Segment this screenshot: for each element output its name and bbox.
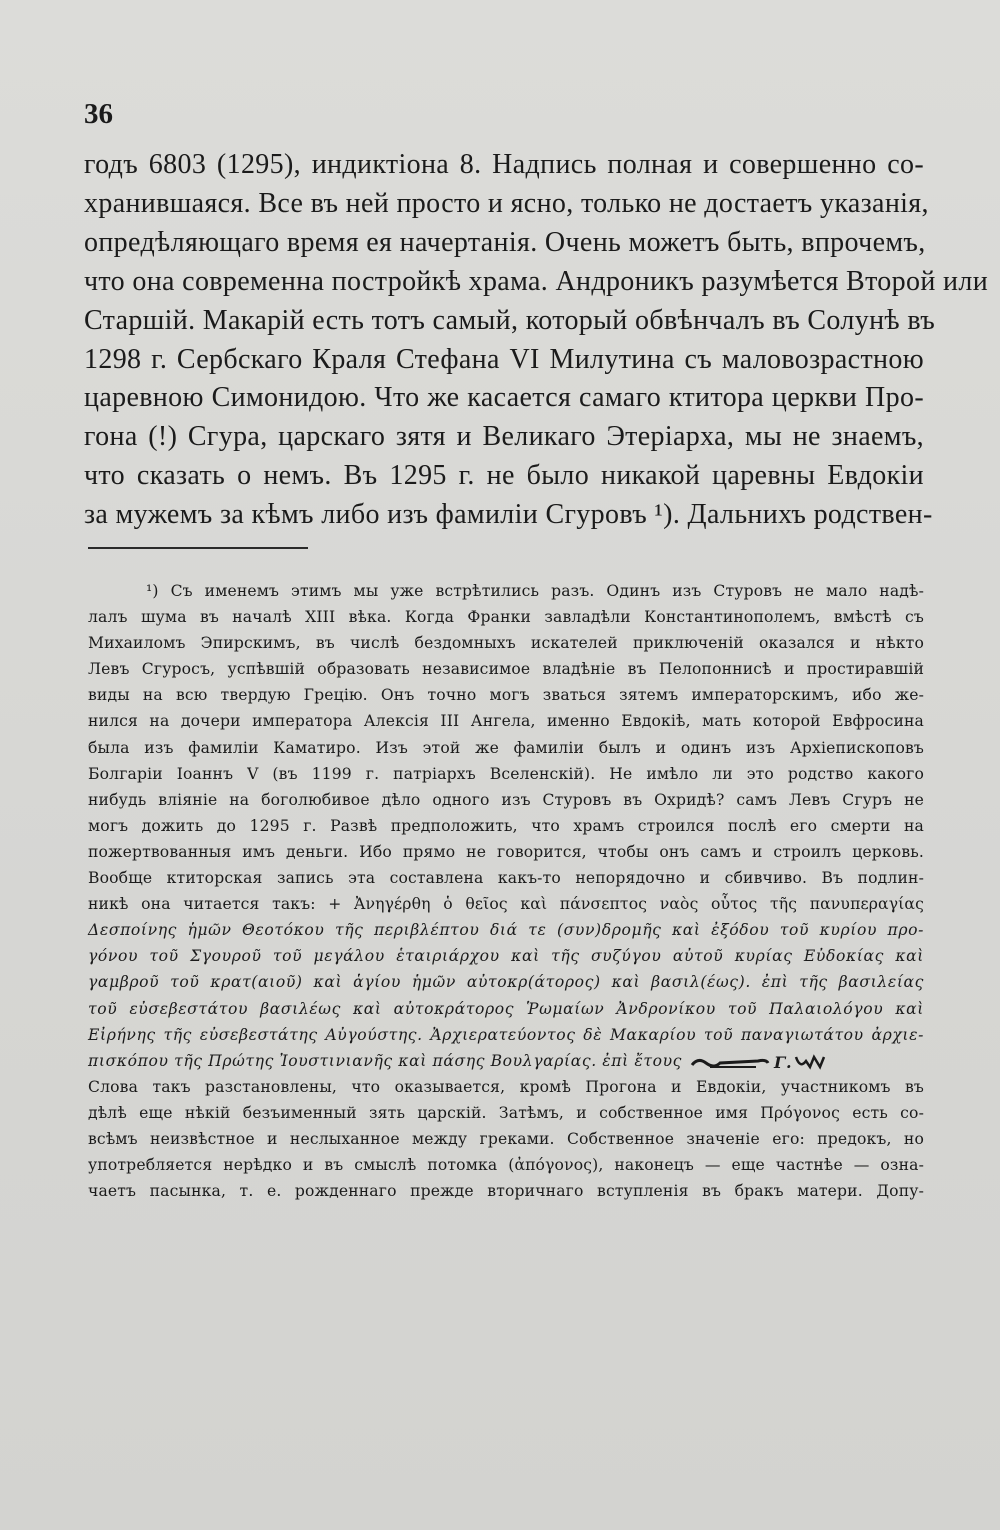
greek-inscription-line: τοῦ εὐσεβεστάτου βασιλέως καὶ αὐτοκράτορος Ῥωμαίων Ἀνδρονίκου τοῦ Παλαιολόγου καὶ — [88, 999, 924, 1018]
footnote-line: Вообще ктиторская запись эта составлена какъ-то непорядочно и сбивчиво. Въ подлин- — [88, 869, 924, 888]
main-line: гона (!) Сгура, царскаго зятя и Великаго Этеріарха, мы не знаемъ, — [84, 421, 924, 453]
main-line: годъ 6803 (1295), индиктіона 8. Надпись полная и совершенно со- — [84, 149, 924, 180]
footnote-line: виды на всю твердую Грецію. Онъ точно могъ зваться зятемъ императорскимъ, ибо же- — [88, 686, 924, 705]
main-line: Старшій. Макарій есть тотъ самый, который обвѣнчалъ въ Солунѣ въ — [84, 304, 936, 336]
main-line: хранившаяся. Все въ ней просто и ясно, только не достаетъ указанія, — [84, 187, 929, 219]
footnote-line: нибудь вліяніе на боголюбивое дѣло одного изъ Стуровъ въ Охридѣ? самъ Левъ Сгуръ не — [88, 790, 924, 809]
greek-inscription-line: Εἰρήνης τῆς εὐσεβεστάτης Αὐγούστης. Ἀρχιερατεύοντος δὲ Μακαρίου τοῦ παναγιωτάτου ἀρχιε- — [88, 1025, 924, 1044]
footnote — [88, 578, 924, 1204]
main-line: за мужемъ за кѣмъ либо изъ фамиліи Сгуровъ ¹). Дальнихъ родствен- — [84, 499, 933, 531]
footnote-line: чаетъ пасынка, т. е. рожденнаго прежде вторичнаго вступленія въ бракъ матери. Допу- — [88, 1182, 924, 1201]
footnote-line: пожертвованныя имъ деньги. Ибо прямо не говорится, чтобы онъ самъ и строилъ церковь. — [88, 842, 924, 861]
footnote-line: лалъ шума въ началѣ XIII вѣка. Когда Франки завладѣли Константинополемъ, вмѣстѣ съ — [88, 608, 924, 627]
footnote-line: Слова такъ разстановлены, что оказывается, кромѣ Прогона и Евдокіи, участникомъ въ — [88, 1077, 924, 1096]
footnote-marker: ¹) — [146, 582, 159, 600]
greek-inscription-line — [88, 1048, 924, 1074]
footnote-line: Болгаріи Іоаннъ V (въ 1199 г. патріархъ Вселенскій). Не имѣло ли это родство какого — [88, 764, 924, 783]
footnote-line: Левъ Сгуросъ, успѣвшій образовать независимое владѣніе въ Пелопоннисѣ и простиравшій — [88, 660, 924, 679]
svg-text:Γ.: Γ. — [773, 1052, 792, 1072]
date-abbreviation-glyph — [688, 1051, 828, 1073]
main-line: царевною Симонидою. Что же касается самаго ктитора церкви Про- — [84, 382, 924, 414]
main-line: опредѣляющаго время ея начертанія. Очень можетъ быть, впрочемъ, — [84, 226, 926, 258]
footnote-line: никѣ она читается такъ: + Ἀνηγέρθη ὁ θεῖος καὶ πάνσεπτος ναὸς οὗτος τῆς πανυπεραγίας — [88, 895, 924, 914]
footnote-line: была изъ фамиліи Каматиро. Изъ этой же фамиліи былъ и одинъ изъ Архіепископовъ — [88, 738, 924, 757]
footnote-line: Михаиломъ Эпирскимъ, въ числѣ бездомныхъ искателей приключеній оказался и нѣкто — [88, 634, 924, 653]
page-number: 36 — [84, 98, 113, 130]
footnote-line: употребляется нерѣдко и въ смыслѣ потомка (ἀπόγονος), наконецъ — еще частнѣе — озна- — [88, 1156, 924, 1175]
main-text — [84, 146, 989, 535]
footnote-separator — [88, 547, 308, 549]
greek-inscription-line: γαμβροῦ τοῦ κρατ(αιοῦ) καὶ ἁγίου ἡμῶν αὐτοκρ(άτορος) καὶ βασιλ(έως). ἐπὶ τῆς βασιλείας — [88, 973, 924, 992]
footnote-line — [88, 578, 924, 604]
footnote-line: дѣлѣ еще нѣкій безъименный зять царскій. Затѣмъ, и собственное имя Πρόγονος есть со- — [88, 1103, 924, 1122]
footnote-line: нился на дочери императора Алексія III Ангела, именно Евдокіѣ, мать которой Евфросина — [88, 712, 924, 731]
main-line: 1298 г. Сербскаго Краля Стефана VI Милутина съ маловозрастною — [84, 343, 924, 375]
footnote-line-text: Съ именемъ этимъ мы уже встрѣтились разъ. Одинъ изъ Стуровъ не мало надѣ- — [170, 582, 924, 600]
greek-inscription-line: γόνου τοῦ Σγουροῦ τοῦ μεγάλου ἑταιριάρχου καὶ τῆς συζύγου αὐτοῦ κυρίας Εὐδοκίας καὶ — [88, 947, 924, 966]
main-line: что сказать о немъ. Въ 1295 г. не было никакой царевны Евдокіи — [84, 460, 924, 492]
greek-inscription-text: πισκόπου τῆς Πρώτης Ἰουστινιανῆς καὶ πάσης Βουλγαρίας. ἐπὶ ἔτους — [88, 1051, 682, 1070]
footnote-line: всѣмъ неизвѣстное и неслыханное между греками. Собственное значеніе его: предокъ, но — [88, 1129, 924, 1148]
footnote-line: могъ дожить до 1295 г. Развѣ предположить, что храмъ строился послѣ его смерти на — [88, 816, 924, 835]
greek-inscription-line: Δεσποίνης ἡμῶν Θεοτόκου τῆς περιβλέπτου διά τε (συν)δρομῆς καὶ ἐξόδου τοῦ κυρίου προ- — [88, 921, 924, 940]
main-line: что она современна постройкѣ храма. Андроникъ разумѣется Второй или — [84, 265, 989, 297]
